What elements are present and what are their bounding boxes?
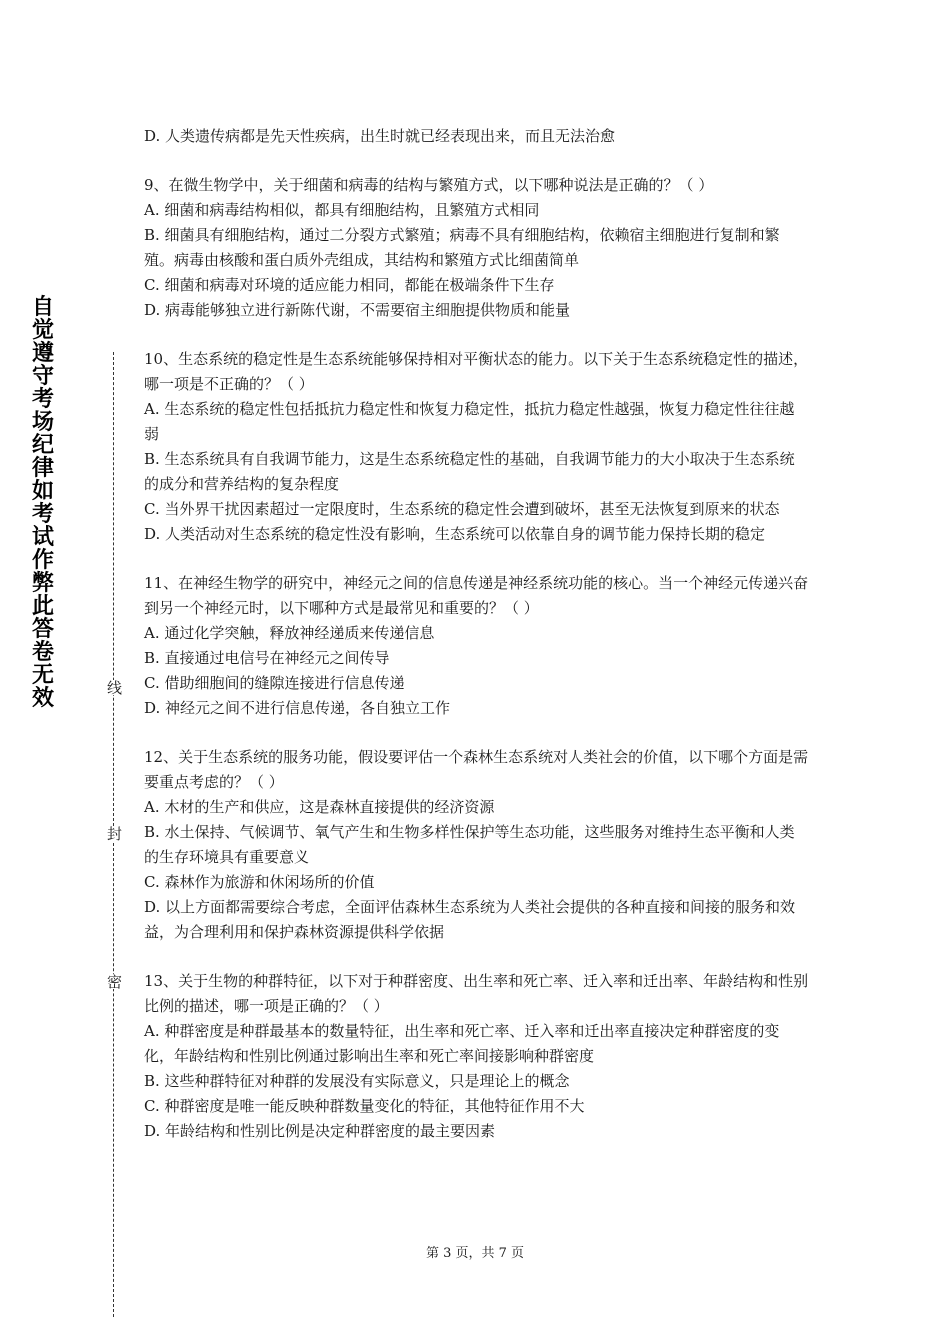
binding-mark-seal: 封 bbox=[105, 826, 123, 841]
binding-mark-line: 线 bbox=[105, 680, 123, 695]
option-d: D. 神经元之间不进行信息传递，各自独立工作 bbox=[144, 699, 451, 717]
option-b: B. 生态系统具有自我调节能力，这是生态系统稳定性的基础，自我调节能力的大小取决于生态系统的成分和营养结构的复杂程度 bbox=[144, 450, 795, 493]
question-10 bbox=[144, 347, 809, 547]
question-stem: 10、生态系统的稳定性是生态系统能够保持相对平衡状态的能力。以下关于生态系统稳定性的描述，哪一项是不正确的？（ ） bbox=[144, 350, 809, 393]
option-c: C. 借助细胞间的缝隙连接进行信息传递 bbox=[144, 674, 405, 692]
option-d: D. 人类遗传病都是先天性疾病，出生时就已经表现出来，而且无法治愈 bbox=[144, 127, 616, 145]
option-c: C. 当外界干扰因素超过一定限度时，生态系统的稳定性会遭到破坏，甚至无法恢复到原来的状态 bbox=[144, 500, 780, 518]
option-b: B. 这些种群特征对种群的发展没有实际意义，只是理论上的概念 bbox=[144, 1072, 570, 1090]
option-a: A. 生态系统的稳定性包括抵抗力稳定性和恢复力稳定性，抵抗力稳定性越强，恢复力稳定性往往越弱 bbox=[144, 400, 795, 443]
question-stem: 13、关于生物的种群特征，以下对于种群密度、出生率和死亡率、迁入率和迁出率、年龄结构和性别比例的描述，哪一项是正确的？（ ） bbox=[144, 972, 809, 1015]
option-d: D. 病毒能够独立进行新陈代谢，不需要宿主细胞提供物质和能量 bbox=[144, 301, 571, 319]
option-b: B. 直接通过电信号在神经元之间传导 bbox=[144, 649, 390, 667]
carryover-option bbox=[144, 124, 809, 149]
option-b: B. 细菌具有细胞结构，通过二分裂方式繁殖；病毒不具有细胞结构，依赖宿主细胞进行复制和繁殖。病毒由核酸和蛋白质外壳组成，其结构和繁殖方式比细菌简单 bbox=[144, 226, 780, 269]
question-stem: 12、关于生态系统的服务功能，假设要评估一个森林生态系统对人类社会的价值，以下哪个方面是需要重点考虑的？（ ） bbox=[144, 748, 809, 791]
option-d: D. 年龄结构和性别比例是决定种群密度的最主要因素 bbox=[144, 1122, 496, 1140]
question-9 bbox=[144, 173, 809, 323]
option-b: B. 水土保持、气候调节、氧气产生和生物多样性保护等生态功能，这些服务对维持生态平衡和人类的生存环境具有重要意义 bbox=[144, 823, 795, 866]
binding-mark-secret: 密 bbox=[105, 974, 123, 989]
option-a: A. 种群密度是种群最基本的数量特征，出生率和死亡率、迁入率和迁出率直接决定种群密度的变化，年龄结构和性别比例通过影响出生率和死亡率间接影响种群密度 bbox=[144, 1022, 780, 1065]
exam-rule-notice: 自觉遵守考场纪律如考试作弊此答卷无效 bbox=[31, 295, 54, 711]
option-a: A. 通过化学突触，释放神经递质来传递信息 bbox=[144, 624, 435, 642]
question-11 bbox=[144, 571, 809, 721]
option-c: C. 种群密度是唯一能反映种群数量变化的特征，其他特征作用不大 bbox=[144, 1097, 585, 1115]
option-a: A. 木材的生产和供应，这是森林直接提供的经济资源 bbox=[144, 798, 495, 816]
question-stem: 11、在神经生物学的研究中，神经元之间的信息传递是神经系统功能的核心。当一个神经元传递兴奋到另一个神经元时，以下哪种方式是最常见和重要的？（ ） bbox=[144, 574, 809, 617]
question-stem: 9、在微生物学中，关于细菌和病毒的结构与繁殖方式，以下哪种说法是正确的？（ ） bbox=[144, 176, 714, 194]
option-c: C. 森林作为旅游和休闲场所的价值 bbox=[144, 873, 375, 891]
option-c: C. 细菌和病毒对环境的适应能力相同，都能在极端条件下生存 bbox=[144, 276, 555, 294]
question-13 bbox=[144, 969, 809, 1144]
question-content bbox=[144, 124, 809, 1168]
question-12 bbox=[144, 745, 809, 945]
option-d: D. 以上方面都需要综合考虑，全面评估森林生态系统为人类社会提供的各种直接和间接的服务和效益，为合理利用和保护森林资源提供科学依据 bbox=[144, 898, 796, 941]
option-d: D. 人类活动对生态系统的稳定性没有影响，生态系统可以依靠自身的调节能力保持长期的稳定 bbox=[144, 525, 766, 543]
option-a: A. 细菌和病毒结构相似，都具有细胞结构，且繁殖方式相同 bbox=[144, 201, 540, 219]
page-number: 第 3 页，共 7 页 bbox=[425, 1246, 525, 1261]
